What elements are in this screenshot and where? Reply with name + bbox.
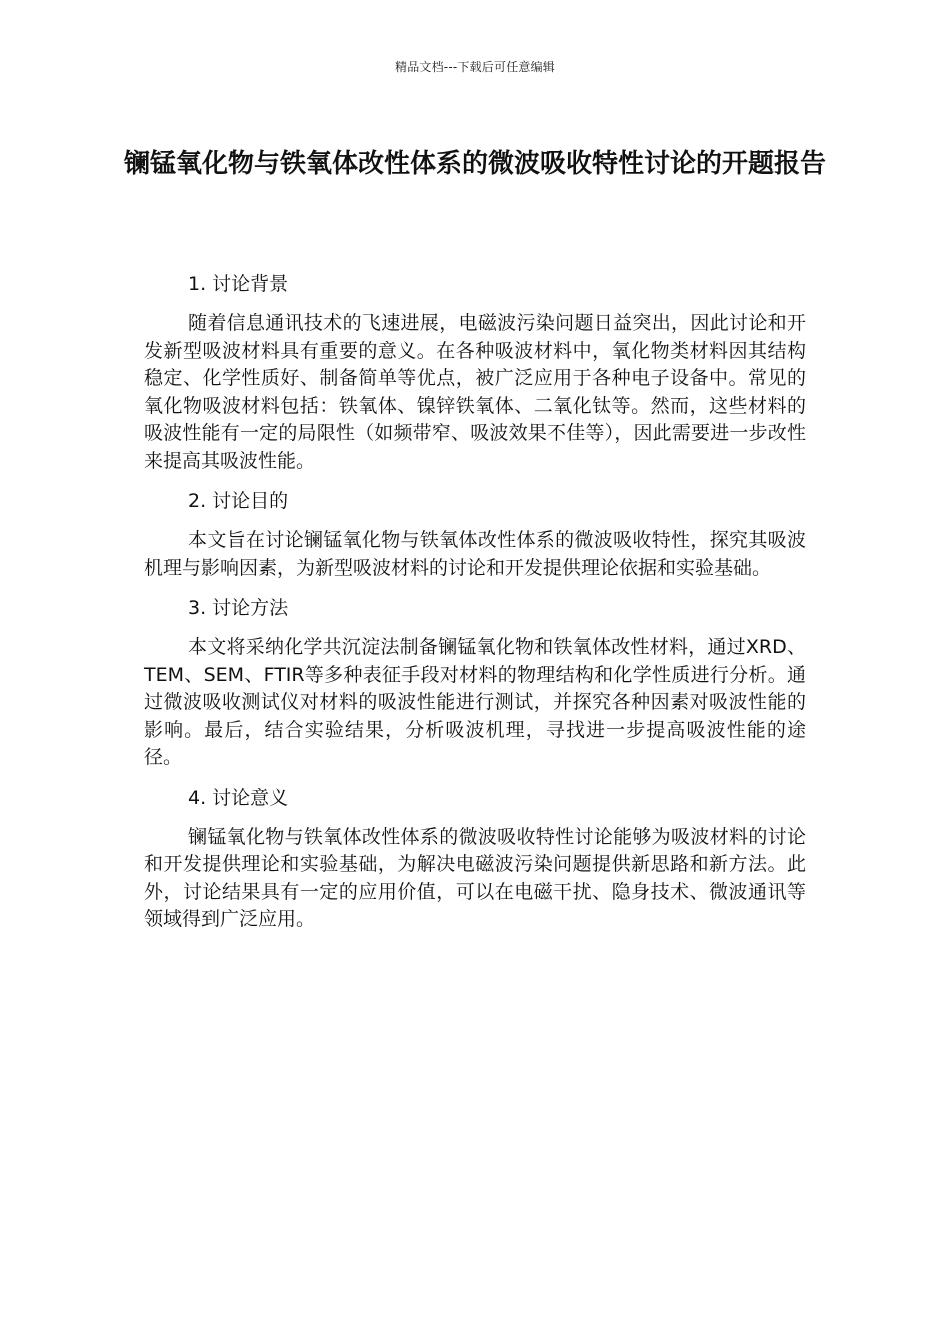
- document-body: [144, 268, 806, 944]
- section-paragraph: 本文将采纳化学共沉淀法制备镧锰氧化物和铁氧体改性材料，通过XRD、TEM、SEM、FTIR等多种表征手段对材料的物理结构和化学性质进行分析。通过微波吸收测试仪对材料的吸波性能进行测试，并探究各种因素对吸波性能的影响。最后，结合实验结果，分析吸波机理，寻找进一步提高吸波性能的途径。: [144, 636, 806, 768]
- section-paragraph: 随着信息通讯技术的飞速进展，电磁波污染问题日益突出，因此讨论和开发新型吸波材料具有重要的意义。在各种吸波材料中，氧化物类材料因其结构稳定、化学性质好、制备简单等优点，被广泛应用于各种电子设备中。常见的氧化物吸波材料包括：铁氧体、镍锌铁氧体、二氧化钛等。然而，这些材料的吸波性能有一定的局限性（如频带窄、吸波效果不佳等），因此需要进一步改性来提高其吸波性能。: [144, 312, 806, 472]
- section-heading: 1. 讨论背景: [188, 273, 289, 295]
- section-background: [144, 268, 806, 475]
- section-significance: [144, 782, 806, 934]
- document-title: 镧锰氧化物与铁氧体改性体系的微波吸收特性讨论的开题报告: [123, 149, 826, 179]
- section-heading: 4. 讨论意义: [188, 786, 289, 809]
- section-paragraph: 镧锰氧化物与铁氧体改性体系的微波吸收特性讨论能够为吸波材料的讨论和开发提供理论和实验基础，为解决电磁波污染问题提供新思路和新方法。此外，讨论结果具有一定的应用价值，可以在电磁干扰、隐身技术、微波通讯等领域得到广泛应用。: [144, 825, 806, 930]
- section-heading: 3. 讨论方法: [188, 597, 289, 619]
- section-paragraph: 本文旨在讨论镧锰氧化物与铁氧体改性体系的微波吸收特性，探究其吸波机理与影响因素，为新型吸波材料的讨论和开发提供理论依据和实验基础。: [144, 529, 806, 579]
- header-note: 精品文档---下载后可任意编辑: [395, 60, 555, 74]
- section-heading: 2. 讨论目的: [188, 490, 289, 512]
- section-method: [144, 592, 806, 772]
- section-purpose: [144, 485, 806, 582]
